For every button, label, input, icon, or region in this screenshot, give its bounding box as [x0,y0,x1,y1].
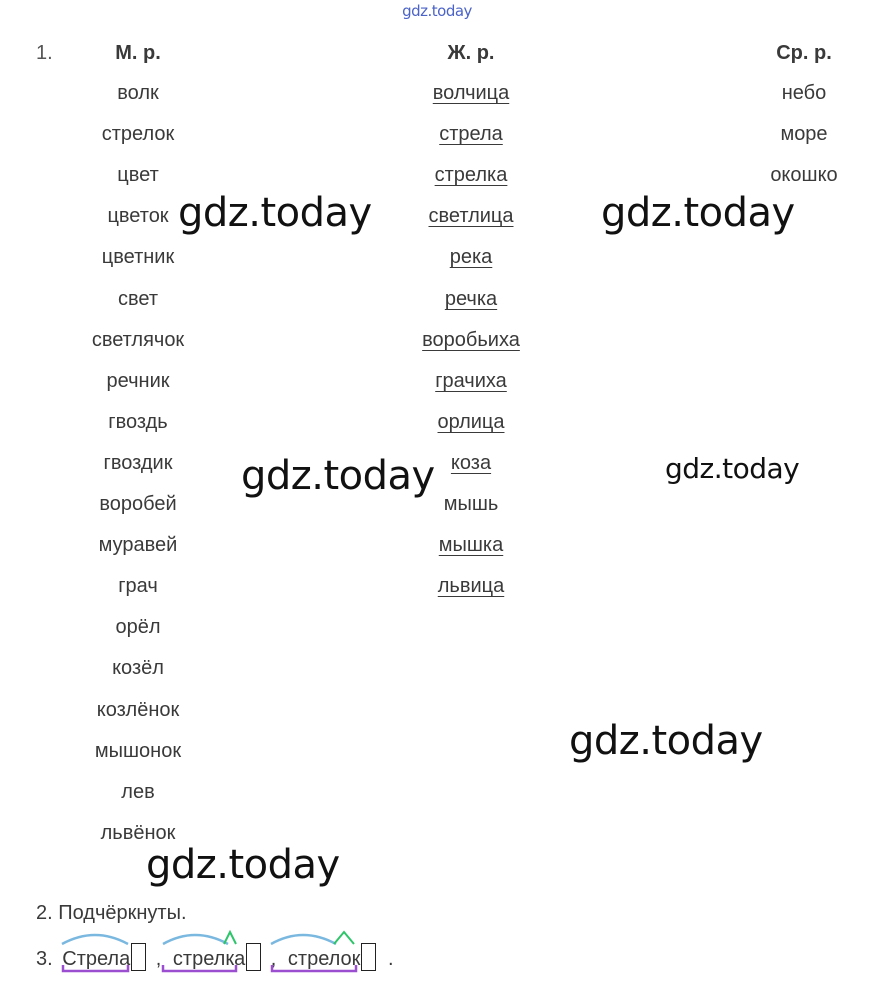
word-masculine: цветок [107,205,169,227]
word-feminine: грачиха [435,370,507,392]
column-header-masculine: М. р. [115,42,161,64]
watermark: gdz.today [601,190,795,236]
separator: , [155,948,162,970]
word-feminine: львица [437,575,505,597]
watermark: gdz.today [241,453,435,499]
word-masculine: свет [117,288,159,310]
word-feminine: стрела [439,123,503,145]
word-masculine: орёл [115,616,161,638]
word-masculine: цветник [101,246,175,268]
column-header-neuter: Ср. р. [776,42,832,64]
word-masculine: речник [106,370,170,392]
task-3-number: 3. [36,948,53,970]
word-masculine: грач [118,575,158,597]
word-strelka: стрелка [173,943,261,971]
root-arc-2 [163,935,228,944]
word-feminine: мышка [438,534,504,556]
word-masculine: мышонок [94,740,182,762]
word-masculine: львёнок [100,822,176,844]
word-masculine: цвет [117,164,159,186]
word-feminine: орлица [437,411,505,433]
word-feminine: коза [450,452,492,474]
word-masculine: волк [117,82,159,104]
suffix-mark-1 [224,932,236,944]
word-feminine: светлица [428,205,514,227]
root-arc-3 [271,935,336,944]
word-masculine: козлёнок [96,699,180,721]
watermark: gdz.today [665,452,800,485]
site-watermark-top: gdz.today [402,2,472,20]
base-bracket-1 [63,965,128,971]
word-masculine: лев [121,781,155,803]
separator: . [387,948,394,970]
word-neuter: небо [781,82,827,104]
word-masculine: гвоздик [103,452,173,474]
word-masculine: гвоздь [108,411,168,433]
base-bracket-3 [272,965,356,971]
root-arc-1 [62,935,128,944]
word-masculine: воробей [99,493,177,515]
watermark: gdz.today [146,842,340,888]
suffix-mark-2 [334,932,354,944]
word-masculine: козёл [112,657,164,679]
base-bracket-2 [163,965,236,971]
word-masculine: муравей [98,534,178,556]
watermark: gdz.today [569,718,763,764]
word-neuter: окошко [770,164,838,186]
word-feminine: мышь [443,493,499,515]
word-masculine: светлячок [91,329,185,351]
word-feminine: река [449,246,493,268]
word-feminine: волчица [432,82,510,104]
word-feminine: речка [444,288,498,310]
word-neuter: море [780,123,828,145]
word-masculine: стрелок [101,123,175,145]
word-strela: Стрела [62,943,146,971]
watermark: gdz.today [178,190,372,236]
task-1-number: 1. [36,42,53,64]
word-strelok: стрелок [288,943,377,971]
separator: , [270,948,277,970]
task-2-answer: 2. Подчёркнуты. [36,902,187,924]
column-header-feminine: Ж. р. [447,42,495,64]
word-feminine: стрелка [434,164,508,186]
word-feminine: воробьиха [422,329,520,351]
